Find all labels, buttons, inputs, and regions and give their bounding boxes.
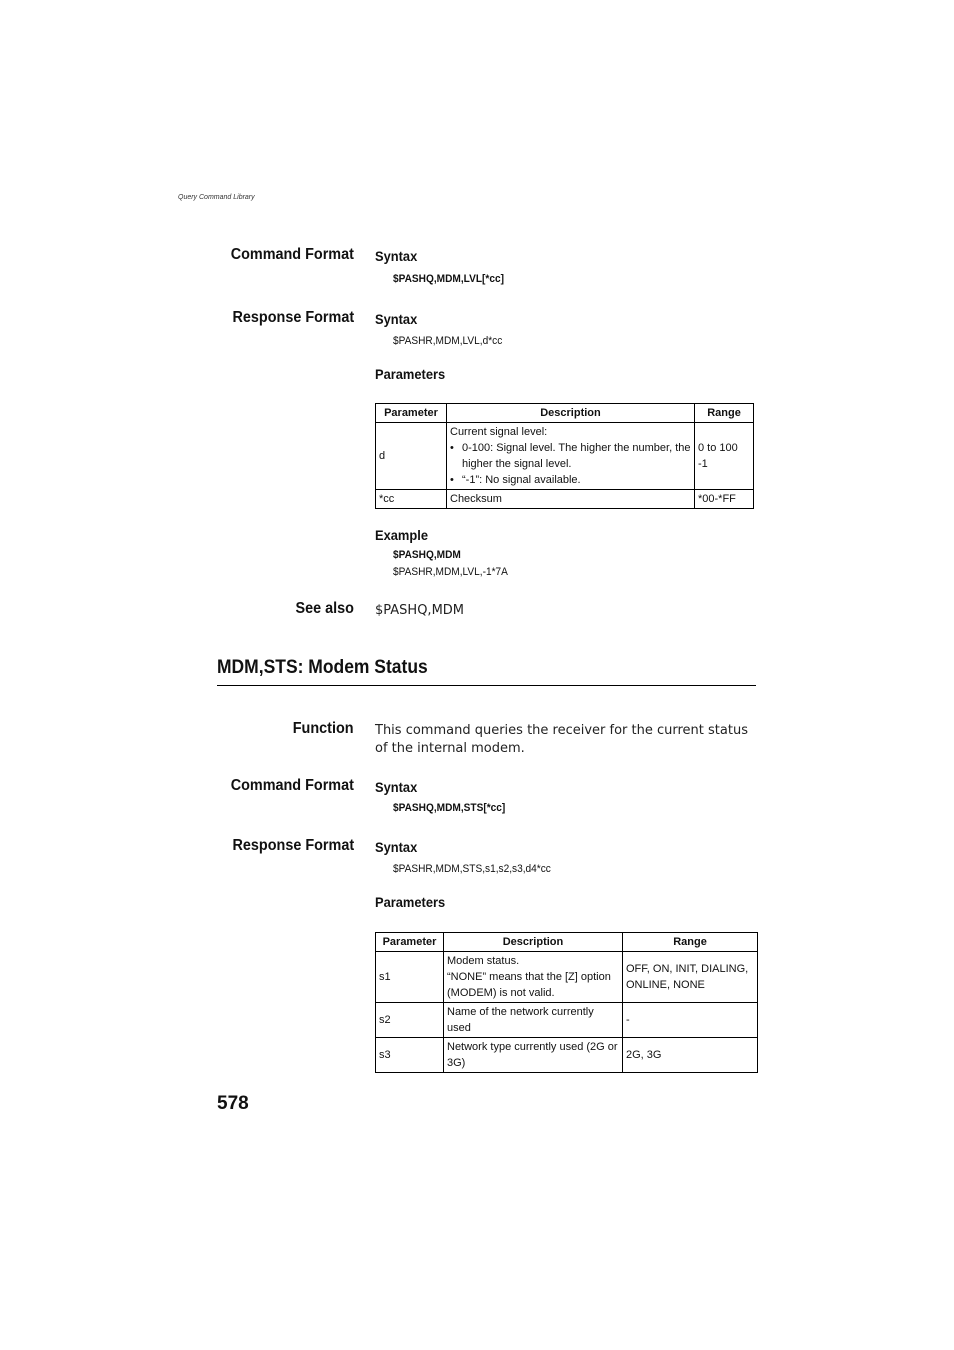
param-cell: s2 — [376, 1003, 444, 1038]
example-command: $PASHQ,MDM — [393, 549, 461, 561]
table-header: Description — [444, 933, 623, 952]
table-row — [376, 952, 758, 1003]
response-format-label: Response Format — [232, 309, 354, 326]
parameters-heading: Parameters — [375, 366, 446, 382]
description-line: “NONE” means that the [Z] option (MODEM) is not valid. — [447, 971, 611, 999]
response-format-label: Response Format — [232, 837, 354, 854]
table-row — [376, 1038, 758, 1073]
table-row — [376, 423, 754, 490]
table-row — [376, 490, 754, 509]
range-line: 0 to 100 — [698, 442, 738, 454]
section-divider — [217, 685, 756, 686]
table-header: Parameter — [376, 933, 444, 952]
table-header: Parameter — [376, 404, 447, 423]
table-header: Range — [695, 404, 754, 423]
function-text: This command queries the receiver for the current status of the internal modem. — [375, 723, 748, 756]
response-syntax: $PASHR,MDM,STS,s1,s2,s3,d4*cc — [393, 863, 551, 875]
description-cell: Network type currently used (2G or 3G) — [444, 1038, 623, 1073]
param-cell: s1 — [376, 952, 444, 1003]
table-row — [376, 1003, 758, 1038]
range-cell: OFF, ON, INIT, DIALING, ONLINE, NONE — [623, 952, 758, 1003]
bullet-item: • “-1”: No signal available. — [450, 474, 581, 486]
description-cell: Checksum — [447, 490, 695, 509]
table-header-row — [376, 404, 754, 423]
description-cell: Name of the network currently used — [444, 1003, 623, 1038]
param-cell: *cc — [376, 490, 447, 509]
table-header: Description — [447, 404, 695, 423]
command-syntax: $PASHQ,MDM,STS[*cc] — [393, 802, 506, 814]
function-label: Function — [293, 720, 354, 737]
example-heading: Example — [375, 527, 428, 543]
example-response: $PASHR,MDM,LVL,-1*7A — [393, 566, 508, 578]
parameters-table-sts — [375, 932, 758, 1073]
response-syntax-heading: Syntax — [375, 311, 418, 327]
range-cell: *00-*FF — [695, 490, 754, 509]
command-syntax: $PASHQ,MDM,LVL[*cc] — [393, 273, 504, 285]
range-cell: 2G, 3G — [623, 1038, 758, 1073]
response-syntax-heading: Syntax — [375, 839, 418, 855]
see-also-value: $PASHQ,MDM — [375, 603, 465, 618]
description-cell — [444, 952, 623, 1003]
bullet-text: 0-100: Signal level. The higher the number, the higher the signal level. — [462, 442, 691, 470]
command-format-label: Command Format — [230, 777, 354, 794]
parameters-heading: Parameters — [375, 894, 446, 910]
command-syntax-heading: Syntax — [375, 779, 418, 795]
parameters-table-lvl — [375, 403, 754, 509]
bullet-item: • 0-100: Signal level. The higher the number, the higher the signal level. — [450, 442, 691, 470]
section-title: MDM,STS: Modem Status — [217, 657, 428, 678]
table-header: Range — [623, 933, 758, 952]
bullet-text: “-1”: No signal available. — [462, 474, 581, 486]
param-cell: d — [376, 423, 447, 490]
description-line: Modem status. — [447, 955, 520, 967]
range-line: -1 — [698, 458, 708, 470]
param-cell: s3 — [376, 1038, 444, 1073]
page-number: 578 — [217, 1093, 249, 1114]
response-syntax: $PASHR,MDM,LVL,d*cc — [393, 335, 503, 347]
description-intro: Current signal level: — [450, 426, 548, 438]
range-cell — [695, 423, 754, 490]
command-format-label: Command Format — [230, 246, 354, 263]
table-header-row — [376, 933, 758, 952]
running-head: Query Command Library — [178, 194, 255, 201]
see-also-label: See also — [295, 600, 354, 617]
command-syntax-heading: Syntax — [375, 248, 418, 264]
description-cell — [447, 423, 695, 490]
range-cell: - — [623, 1003, 758, 1038]
